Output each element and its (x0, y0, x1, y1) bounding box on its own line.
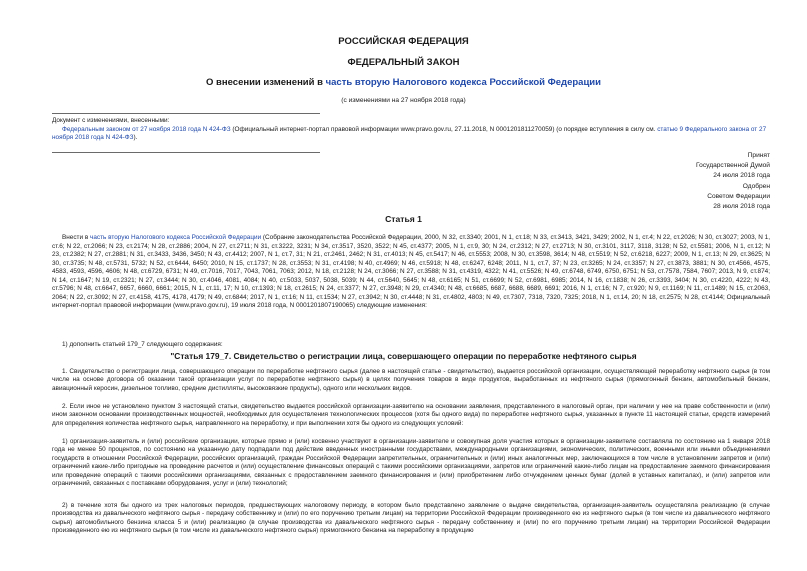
paragraph-1: 1. Свидетельство о регистрации лица, совершающего операции по переработке нефтяного сырья (далее в настоящей статье - свидетельство), выдается российской организации, осуществляющей переработку нефтяного сырья (в том числе на основе договора об оказании такой организации услуг по переработке нефтяного сырья) в целях получения товаров в виде продуктов, выработанных из нефтяного сырья (прямогонный бензин, автомобильный бензин, авиационный керосин, дизельное топливо, средние дистилляты, высоковязкие продукты), одного или нескольких видов. (52, 368, 770, 392)
divider-bottom (52, 152, 320, 153)
paragraph-4: 2) в течение хотя бы одного из трех налоговых периодов, предшествующих налоговому периоду, в котором было представлено заявление о выдаче свидетельства, организация-заявитель осуществляла реализацию (в случае производства из давальческого нефтяного сырья - передачу собственнику и (или) по его поручению третьим лицам) на территории Российской Федерации произведенного ею из нефтяного сырья (в том числе из давальческого нефтяного сырья) автомобильного бензина класса 5 и (или) реализацию (в случае производства из давальческого нефтяного сырья - передачу собственнику и (или) по его поручению третьим лицам) на территории Российской Федерации произведенного ею из нефтяного сырья (в том числе из давальческого нефтяного сырья) прямогонного бензина на переработку в продукцию (52, 502, 770, 535)
edition-note: (с изменениями на 27 ноября 2018 года) (341, 97, 466, 104)
amendments-intro: Документ с изменениями, внесенными: (52, 117, 170, 124)
approved-body: Советом Федерации (707, 192, 770, 200)
article-heading: Статья 1 (385, 214, 422, 224)
adoption-block (570, 151, 770, 212)
amendment-law-link[interactable]: Федеральным законом от 27 ноября 2018 года N 424-ФЗ (62, 125, 231, 133)
approved-date: 28 июля 2018 года (713, 203, 770, 211)
article-intro: Внести в часть вторую Налогового кодекса Российской Федерации (Собрание законодательства Российской Федерации, 2000, N 32, ст.3340; 2001, N 1, ст.18; N 33, ст.3413, 3421, 3429; 2002, N 1, ст.4; N 22, ст.2026; N 30, ст.3027; 2003, N 1, ст.6; N 22, ст.2066; N 23, ст.2174; N 28, ст.2886; 2004, N 27, ст.2711; N 31, ст.3222, 3231; N 34, ст.3517, 3520, 3522; N 45, ст.4377; 2005, N 1, ст.9, 30; N 24, ст.2312; N 27, ст.2713; N 30, ст.3101, 3117, 3118, 3128; N 52, ст.5581; 2006, N 1, ст.12; N 23, ст.2382; N 27, ст.2881; N 31, ст.3433, 3436, 3450; N 43, ст.4412; 2007, N 1, ст.7, 31; N 21, ст.2461, 2462; N 31, ст.4013; N 45, ст.5417; N 46, ст.5553; 2008, N 30, ст.3598, 3614; N 48, ст.5519; N 52, ст.6218, 6227; 2009, N 1, ст.13; N 29, ст.3625; N 30, ст.3735; N 48, ст.5731, 5732; N 52, ст.6444, 6450; 2010, N 15, ст.1737; N 28, ст.3553; N 31, ст.4198; N 40, ст.4969; N 46, ст.5918; N 48, ст.6247, 6248; 2011, N 1, ст.7, 37; N 23, ст.3265; N 24, ст.3357; N 27, ст.3873, 3881; N 30, ст.4566, 4575, 4583, 4593, 4596, 4606; N 48, ст.6729, 6731; N 49, ст.7016, 7017, 7043, 7061, 7063; 2012, N 18, ст.2128; N 24, ст.3066; N 27, ст.3588; N 31, ст.4319, 4322; N 41, ст.5526; N 49, ст.6748, 6749, 6750, 6751; N 53, ст.7578, 7584, 7607; 2013, N 9, ст.874; N 14, ст.1647; N 19, ст.2321; N 27, ст.3444; N 30, ст.4046, 4081, 4084; N 40, ст.5033, 5037, 5038, 5039; N 44, ст.5640, 5645; N 48, ст.6165; N 51, ст.6699; N 52, ст.6981, 6985; 2014, N 16, ст.1838; N 26, ст.3393, 3404; N 30, ст.4220, 4222; N 43, ст.5796; N 48, ст.6647, 6657, 6660, 6661; 2015, N 1, ст.11, 17; N 10, ст.1393; N 18, ст.2615; N 24, ст.3377; N 27, ст.3948; N 29, ст.4340; N 48, ст.6685, 6687, 6688, 6689, 6691; 2016, N 1, ст.16; N 7, ст.920; N 9, ст.1169; N 11, ст.1489; N 15, ст.2063, 2064; N 22, ст.3092; N 27, ст.4158, 4175, 4178, 4179; N 49, ст.6844; 2017, N 1, ст.16; N 11, ст.1534; N 27, ст.3942; N 30, ст.4448; N 31, ст.4802, 4803; N 49, ст.7307, 7318, 7320, 7325; 2018, N 1, ст.14, 20; N 18, ст.2575; N 28, ст.4144; Официальный интернет-портал правовой информации (www.pravo.gov.ru), 19 июля 2018 года, N 0001201807190065) следующие изменения: (52, 234, 771, 309)
law-title-prefix: О внесении изменений в (206, 77, 326, 88)
tax-code-link[interactable]: часть вторую Налогового кодекса Российской Федерации (325, 77, 601, 88)
tax-code-part-two-link[interactable]: часть вторую Налогового кодекса Российской Федерации (90, 234, 262, 241)
effective-date-link[interactable]: статью 9 Федерального закона от 27 ноября 2018 года N 424-ФЗ (52, 125, 767, 142)
paragraph-2: 2. Если иное не установлено пунктом 3 настоящей статьи, свидетельство выдается российской организации-заявителю на основании заявления, представленного в налоговый орган, при наличии у нее на праве собственности и (или) ином законном основании производственных мощностей, необходимых для осуществления технологических процессов (хотя бы одного вида) по переработке нефтяного сырья, указанных в пункте 11 настоящей статьи, средств измерений для определения количества нефтяного сырья, направленного на переработку, и при выполнении хотя бы одного из следующих условий: (52, 403, 770, 427)
country-heading: РОССИЙСКАЯ ФЕДЕРАЦИЯ (338, 36, 469, 47)
item-1: 1) дополнить статьей 179_7 следующего содержания: (62, 341, 223, 348)
divider-top (52, 113, 320, 114)
approved-label: Одобрен (742, 182, 770, 190)
amendments-text: Федеральным законом от 27 ноября 2018 года N 424-ФЗ (Официальный интернет-портал правовой информации www.pravo.gov.ru, 27.11.2018, N 0001201811270059) (о порядке вступления в силу см. статью 9 Федерального закона от 27 ноября 2018 года N 424-ФЗ). (52, 125, 767, 142)
adopted-body: Государственной Думой (696, 162, 770, 170)
paragraph-3: 1) организация-заявитель и (или) российские организации, которые прямо и (или) косвенно участвуют в организации-заявителе и совокупная доля участия которых в организации-заявителе составляла по состоянию на 1 января 2018 года не менее 50 процентов, по состоянию на указанную дату подпадали под действие введенных иностранными государствами, международными организациями, экономических, политических, военными или иными объединениями государств в отношении Российской Федерации, российских организаций, граждан Российской Федерации запретительных, ограничительных и (или) иных аналогичных мер, заключающихся в том числе в установлении запретов и (или) ограничений какие-либо пригодные на проведение расчетов и (или) осуществление финансовых операций с такими российскими организациями, запретов или ограничений какие-либо лицам на предоставление заемного финансирования или проведение операций с такими российскими организациями, связанных с предоставлением заемного финансирования и (или) приобретением либо отчуждением ценных бумаг (долей в уставных капиталах), и (или) запретов или ограничений, связанных с поставками оборудования, услуг и (или) технологий; (52, 438, 770, 488)
law-title (0, 77, 807, 88)
law-type-heading: ФЕДЕРАЛЬНЫЙ ЗАКОН (347, 57, 460, 68)
adopted-label: Принят (747, 152, 770, 159)
adopted-date: 24 июля 2018 года (713, 172, 770, 180)
new-article-title: "Статья 179_7. Свидетельство о регистрации лица, совершающего операции по переработке нефтяного сырья (170, 351, 637, 361)
amendments-note (52, 117, 770, 143)
